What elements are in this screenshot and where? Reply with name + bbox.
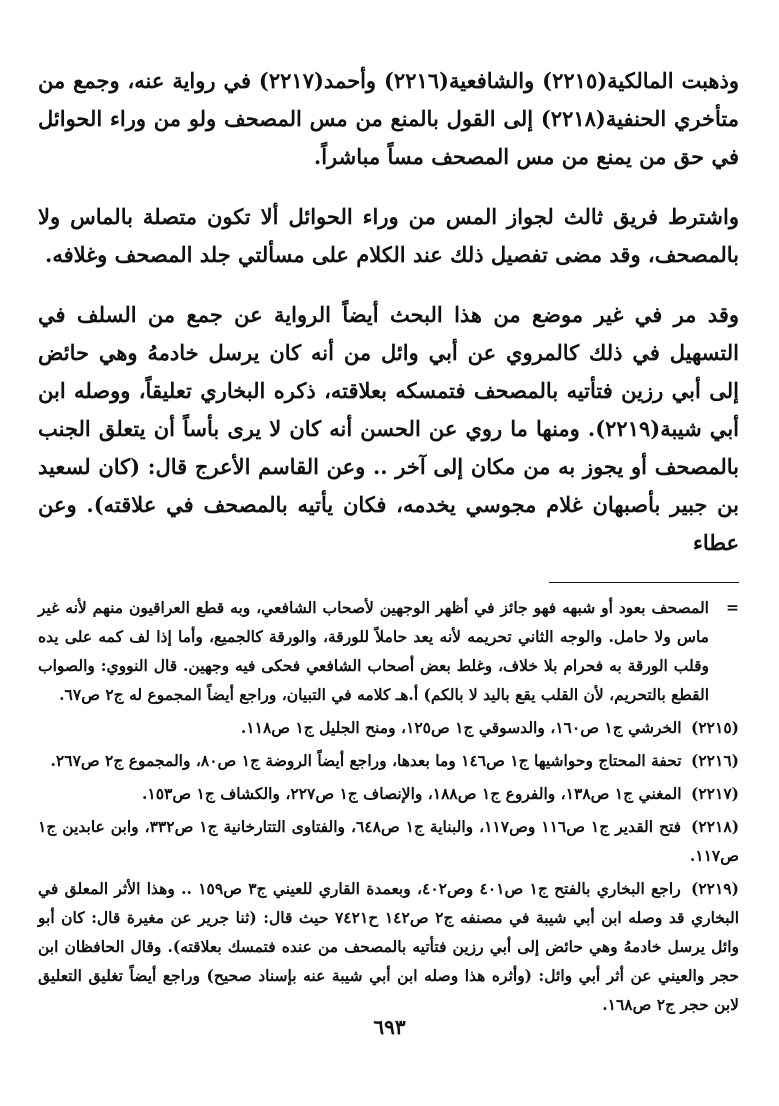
paragraph-3: وقد مر في غير موضع من هذا البحث أيضاً الرواية عن جمع من السلف في التسهيل في ذلك كالمروي عن أبي وائل من أنه كان يرسل خادمهُ وهي حائض إلى أبي رزين فتأتيه بالمصحف فتمسكه بعلاقته، ذكره البخاري تعليقاً، ووصله ابن أبي شيبة(٢٢١٩). ومنها ما روي عن الحسن أنه كان لا يرى بأساً أن يتعلق الجنب بالمصحف أو يجوز به من مكان إلى آخر .. وعن القاسم الأعرج قال: (كان لسعيد بن جبير بأصبهان غلام مجوسي يخدمه، فكان يأتيه بالمصحف في علاقته). وعن عطاء (38, 302, 739, 555)
footnote-text: الخرشي ج١ ص١٦٠، والدسوقي ج١ ص١٢٥، ومنح الجليل ج١ ص١١٨. (240, 718, 682, 737)
footnote-2217 (38, 779, 739, 808)
footnote-2216 (38, 746, 739, 775)
footnote-text: فتح القدير ج١ ص١١٦ وص١١٧، والبناية ج١ ص٦٤٨، والفتاوى التتارخانية ج١ ص٣٣٢، وابن عابدين ج١ ص١١٧. (38, 817, 739, 865)
footnote-number: (٢٢١٥) (691, 718, 739, 737)
book-page (38, 62, 739, 1106)
paragraph-2: واشترط فريق ثالث لجواز المس من وراء الحوائل ألا تكون متصلة بالماس ولا بالمصحف، وقد مضى تفصيل ذلك عند الكلام على مسألتي جلد المصحف وغلافه. (38, 204, 739, 267)
main-text (38, 62, 739, 562)
continuation-mark: = (726, 598, 739, 617)
footnote-continuation (38, 593, 739, 709)
paragraph-1: وذهبت المالكية(٢٢١٥) والشافعية(٢٢١٦) وأحمد(٢٢١٧) في رواية عنه، وجمع من متأخري الحنفية(٢٢١٨) إلى القول بالمنع من مس المصحف ولو من وراء الحوائل في حق من يمنع من مس المصحف مساً مباشراً. (38, 68, 739, 169)
footnote-continuation-text: المصحف بعود أو شبهه فهو جائز في أظهر الوجهين لأصحاب الشافعي، وبه قطع العراقيون منهم لأنه غير ماس ولا حامل. والوجه الثاني تحريمه لأنه يعد حاملاً للورقة، والورقة كالجميع، وأما إذا لف كمه على يده وقلب الورقة به فحرام بلا خلاف، وغلط بعض أصحاب الشافعي فحكى فيه وجهين. قال النووي: والصواب القطع بالتحريم، لأن القلب يقع باليد لا بالكم) أ.هـ كلامه في التبيان، وراجع أيضاً المجموع له ج٢ ص٦٧. (38, 598, 709, 704)
footnote-2215 (38, 713, 739, 742)
footnote-text: راجع البخاري بالفتح ج١ ص٤٠١ وص٤٠٢، وبعمدة القاري للعيني ج٣ ص١٥٩ .. وهذا الأثر المعلق في البخاري قد وصله ابن أبي شيبة في مصنفه ج٢ ص١٤٢ ح٧٤٢١ حيث قال: (ثنا جرير عن مغيرة قال: كان أبو وائل يرسل خادمهُ وهي حائض إلى أبي رزين فتأتيه بالمصحف من عنده فتمسك بعلاقته). وقال الحافظان ابن حجر والعيني عن أثر أبي وائل: (وأثره هذا وصله ابن أبي شيبة عنه بإسناد صحيح) وراجع أيضاً تغليق التعليق لابن حجر ج٢ ص١٦٨. (38, 879, 740, 1014)
footnote-text: المغني ج١ ص١٣٨، والفروع ج١ ص١٨٨، والإنصاف ج١ ص٢٢٧، والكشاف ج١ ص١٥٣. (141, 784, 682, 803)
footnotes (38, 593, 739, 1019)
footnote-number: (٢٢١٨) (691, 817, 740, 836)
footnote-number: (٢٢١٩) (690, 879, 739, 898)
footnote-2218 (38, 812, 739, 870)
footnote-2219 (38, 874, 739, 1019)
footnote-number: (٢٢١٦) (691, 751, 739, 770)
footnote-text: تحفة المحتاج وحواشيها ج١ ص١٤٦ وما بعدها، وراجع أيضاً الروضة ج١ ص٨٠، والمجموع ج٢ ص٢٦٧. (50, 751, 682, 770)
page-number: ٦٩٣ (373, 1015, 406, 1039)
footnote-divider (549, 582, 739, 583)
footnote-number: (٢٢١٧) (691, 784, 739, 803)
